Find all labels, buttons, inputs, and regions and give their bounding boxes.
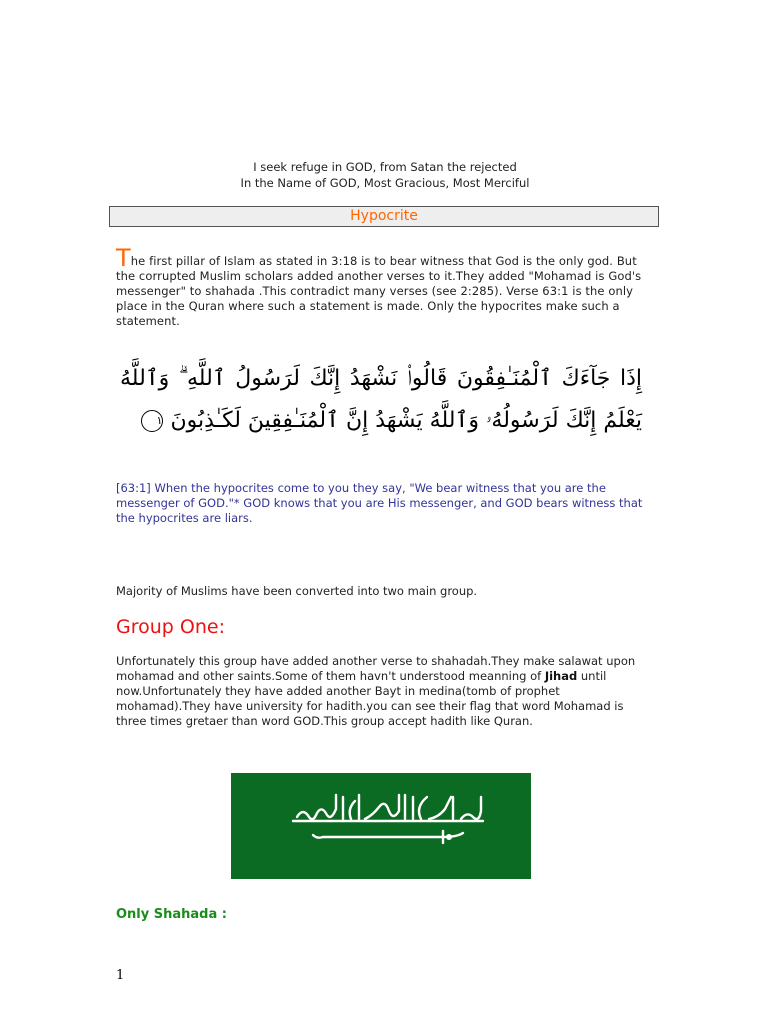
- group-one-text-after: until now.Unfortunately they have added another Bayt in medina(tomb of prophet mohamad).They have university for hadith.you can see their flag that word Mohamad is three times gretaer than word GOD.This group accept hadith like Quran.: [116, 669, 624, 728]
- page-title: Hypocrite: [350, 208, 418, 224]
- drop-cap: T: [116, 244, 131, 272]
- arabic-verse-text: إِذَا جَآءَكَ ٱلْمُنَـٰفِقُونَ قَالُوا۟ نَشْهَدُ إِنَّكَ لَرَسُولُ ٱللَّهِ ۗ وَٱللَّهُ يَعْلَمُ إِنَّكَ لَرَسُولُهُۥ وَٱللَّهُ يَشْهَدُ إِنَّ ٱلْمُنَـٰفِقِينَ لَكَـٰذِبُونَ: [120, 366, 642, 433]
- arabic-verse: [120, 358, 642, 442]
- group-one-text-before: Unfortunately this group have added another verse to shahadah.They make salawat upon mohamad and other saints.Some of them havn't understood meanning of: [116, 654, 636, 683]
- intro-paragraph: [116, 244, 644, 329]
- intro-text: he first pillar of Islam as stated in 3:18 is to bear witness that God is the only god. But the corrupted Muslim scholars added another verses to it.They added "Mohamad is God's messenger" to shahada .This contradict many verses (see 2:285). Verse 63:1 is the only place in the Quran where such a statement is made. Only the hypocrites make such a statement.: [116, 254, 642, 328]
- opening-invocation: [110, 159, 660, 191]
- verse-translation: [63:1] When the hypocrites come to you they say, "We bear witness that you are the messenger of GOD."* GOD knows that you are His messenger, and GOD bears witness that the hypocrites are liars.: [116, 481, 643, 525]
- page-number: 1: [116, 968, 125, 983]
- opening-line-2: In the Name of GOD, Most Gracious, Most Merciful: [240, 176, 530, 190]
- group-one-paragraph: [116, 654, 646, 729]
- majority-paragraph: Majority of Muslims have been converted into two main group.: [116, 584, 478, 598]
- title-bar: [109, 206, 659, 227]
- only-shahada-heading: Only Shahada :: [116, 907, 227, 922]
- verse-number-marker: ١: [141, 410, 163, 432]
- jihad-bold-word: Jihad: [544, 669, 578, 683]
- opening-line-1: I seek refuge in GOD, from Satan the rejected: [253, 160, 517, 174]
- flag-emblem-icon: [231, 773, 531, 879]
- group-one-heading: Group One:: [116, 616, 225, 638]
- saudi-flag-image: [231, 773, 531, 879]
